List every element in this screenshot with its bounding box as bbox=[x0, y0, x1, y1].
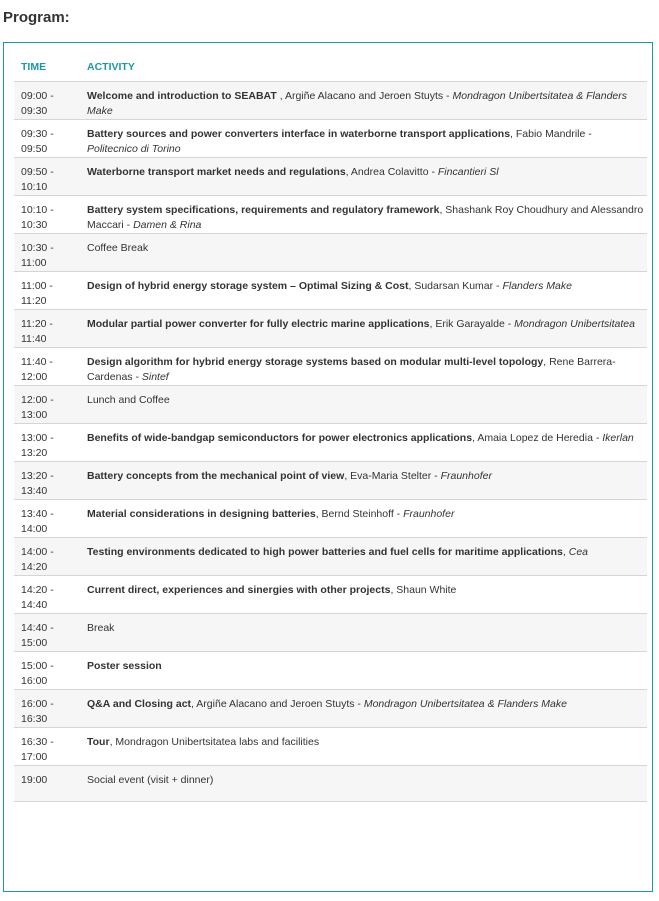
session-title: Benefits of wide-bandgap semiconductors for power electronics applications bbox=[87, 432, 473, 444]
session-speakers: , Fabio Mandrile - bbox=[510, 128, 592, 140]
table-row bbox=[14, 766, 647, 802]
program-panel bbox=[3, 42, 653, 892]
session-activity bbox=[80, 310, 647, 348]
table-row bbox=[14, 120, 647, 158]
session-title: Design of hybrid energy storage system – Optimal Sizing & Cost bbox=[87, 280, 409, 292]
session-organization: Politecnico di Torino bbox=[87, 143, 181, 155]
session-speakers: , Eva-Maria Stelter - bbox=[344, 470, 441, 482]
session-time: 13:20 - 13:40 bbox=[14, 462, 80, 500]
session-speakers: , Sudarsan Kumar - bbox=[408, 280, 503, 292]
session-title: Design algorithm for hybrid energy storage systems based on modular multi-level topology bbox=[87, 356, 544, 368]
table-row bbox=[14, 538, 647, 576]
session-speakers: , Amaia Lopez de Heredia - bbox=[472, 432, 603, 444]
table-row bbox=[14, 576, 647, 614]
session-activity bbox=[80, 538, 647, 576]
table-row bbox=[14, 500, 647, 538]
session-organization: Ikerlan bbox=[602, 432, 634, 444]
session-organization: Sintef bbox=[141, 371, 169, 383]
session-speakers: , Argiñe Alacano and Jeroen Stuyts - bbox=[276, 90, 453, 102]
session-title: Battery system specifications, requirements and regulatory framework bbox=[87, 204, 440, 216]
page-title: Program: bbox=[3, 9, 70, 26]
session-title: Waterborne transport market needs and regulations bbox=[87, 166, 346, 178]
table-row bbox=[14, 234, 647, 272]
session-time: 09:30 - 09:50 bbox=[14, 120, 80, 158]
session-speakers: , Bernd Steinhoff - bbox=[315, 508, 404, 520]
table-row bbox=[14, 310, 647, 348]
session-speakers: Social event (visit + dinner) bbox=[87, 774, 214, 786]
table-row bbox=[14, 462, 647, 500]
session-activity bbox=[80, 500, 647, 538]
session-organization: Mondragon Unibertsitatea & Flanders Make bbox=[87, 90, 627, 117]
session-activity bbox=[80, 462, 647, 500]
session-organization: Fincantieri Sl bbox=[437, 166, 499, 178]
session-activity bbox=[80, 196, 647, 234]
session-speakers: Break bbox=[87, 622, 115, 634]
session-time: 13:40 - 14:00 bbox=[14, 500, 80, 538]
session-title: Welcome and introduction to SEABAT bbox=[87, 90, 277, 102]
table-row bbox=[14, 652, 647, 690]
session-time: 16:30 - 17:00 bbox=[14, 728, 80, 766]
session-activity bbox=[80, 576, 647, 614]
session-time: 16:00 - 16:30 bbox=[14, 690, 80, 728]
table-row bbox=[14, 690, 647, 728]
session-activity bbox=[80, 652, 647, 690]
session-activity bbox=[80, 82, 647, 120]
session-speakers: , Andrea Colavitto - bbox=[345, 166, 438, 178]
session-title: Material considerations in designing batteries bbox=[87, 508, 316, 520]
activity-column-header: ACTIVITY bbox=[80, 53, 647, 82]
session-time: 19:00 bbox=[14, 766, 80, 802]
session-title: Tour bbox=[87, 736, 110, 748]
session-speakers: , Erik Garayalde - bbox=[429, 318, 515, 330]
session-activity bbox=[80, 690, 647, 728]
session-activity bbox=[80, 614, 647, 652]
session-title: Current direct, experiences and sinergies with other projects bbox=[87, 584, 391, 596]
session-activity bbox=[80, 386, 647, 424]
session-title: Poster session bbox=[87, 660, 162, 672]
program-table bbox=[14, 53, 647, 802]
session-speakers: , Argiñe Alacano and Jeroen Stuyts - bbox=[191, 698, 364, 710]
session-speakers: Coffee Break bbox=[87, 242, 149, 254]
session-title: Battery concepts from the mechanical point of view bbox=[87, 470, 345, 482]
table-row bbox=[14, 196, 647, 234]
table-row bbox=[14, 272, 647, 310]
program-body bbox=[14, 82, 647, 802]
session-title: Testing environments dedicated to high power batteries and fuel cells for maritime applications bbox=[87, 546, 563, 558]
session-time: 14:40 - 15:00 bbox=[14, 614, 80, 652]
session-speakers: , bbox=[562, 546, 569, 558]
session-activity bbox=[80, 272, 647, 310]
time-column-header: TIME bbox=[14, 53, 80, 82]
session-speakers: Lunch and Coffee bbox=[87, 394, 170, 406]
table-header-row bbox=[14, 53, 647, 82]
session-organization: Flanders Make bbox=[502, 280, 572, 292]
table-row bbox=[14, 728, 647, 766]
session-organization: Damen & Rina bbox=[133, 219, 202, 231]
session-time: 11:20 - 11:40 bbox=[14, 310, 80, 348]
session-time: 10:30 - 11:00 bbox=[14, 234, 80, 272]
session-organization: Cea bbox=[568, 546, 589, 558]
session-activity bbox=[80, 424, 647, 462]
session-organization: Mondragon Unibertsitatea & Flanders Make bbox=[363, 698, 567, 710]
session-activity bbox=[80, 120, 647, 158]
session-activity bbox=[80, 158, 647, 196]
session-time: 15:00 - 16:00 bbox=[14, 652, 80, 690]
session-time: 09:00 - 09:30 bbox=[14, 82, 80, 120]
session-time: 09:50 - 10:10 bbox=[14, 158, 80, 196]
session-activity bbox=[80, 348, 647, 386]
session-time: 14:00 - 14:20 bbox=[14, 538, 80, 576]
session-speakers: , Shashank Roy Choudhury and Alessandro Maccari - bbox=[87, 204, 644, 231]
session-time: 10:10 - 10:30 bbox=[14, 196, 80, 234]
table-row bbox=[14, 82, 647, 120]
session-activity bbox=[80, 728, 647, 766]
table-row bbox=[14, 614, 647, 652]
session-time: 12:00 - 13:00 bbox=[14, 386, 80, 424]
session-organization: Mondragon Unibertsitatea bbox=[514, 318, 635, 330]
session-speakers: , Mondragon Unibertsitatea labs and facilities bbox=[109, 736, 320, 748]
session-speakers: , Rene Barrera-Cardenas - bbox=[87, 356, 616, 383]
session-speakers: , Shaun White bbox=[390, 584, 457, 596]
session-title: Q&A and Closing act bbox=[87, 698, 192, 710]
session-organization: Fraunhofer bbox=[403, 508, 455, 520]
table-row bbox=[14, 424, 647, 462]
table-row bbox=[14, 348, 647, 386]
session-organization: Fraunhofer bbox=[440, 470, 492, 482]
session-title: Modular partial power converter for fully electric marine applications bbox=[87, 318, 430, 330]
session-activity bbox=[80, 766, 647, 802]
session-time: 14:20 - 14:40 bbox=[14, 576, 80, 614]
session-title: Battery sources and power converters interface in waterborne transport applications bbox=[87, 128, 511, 140]
session-time: 13:00 - 13:20 bbox=[14, 424, 80, 462]
session-time: 11:00 - 11:20 bbox=[14, 272, 80, 310]
table-row bbox=[14, 386, 647, 424]
table-row bbox=[14, 158, 647, 196]
session-activity bbox=[80, 234, 647, 272]
session-time: 11:40 - 12:00 bbox=[14, 348, 80, 386]
